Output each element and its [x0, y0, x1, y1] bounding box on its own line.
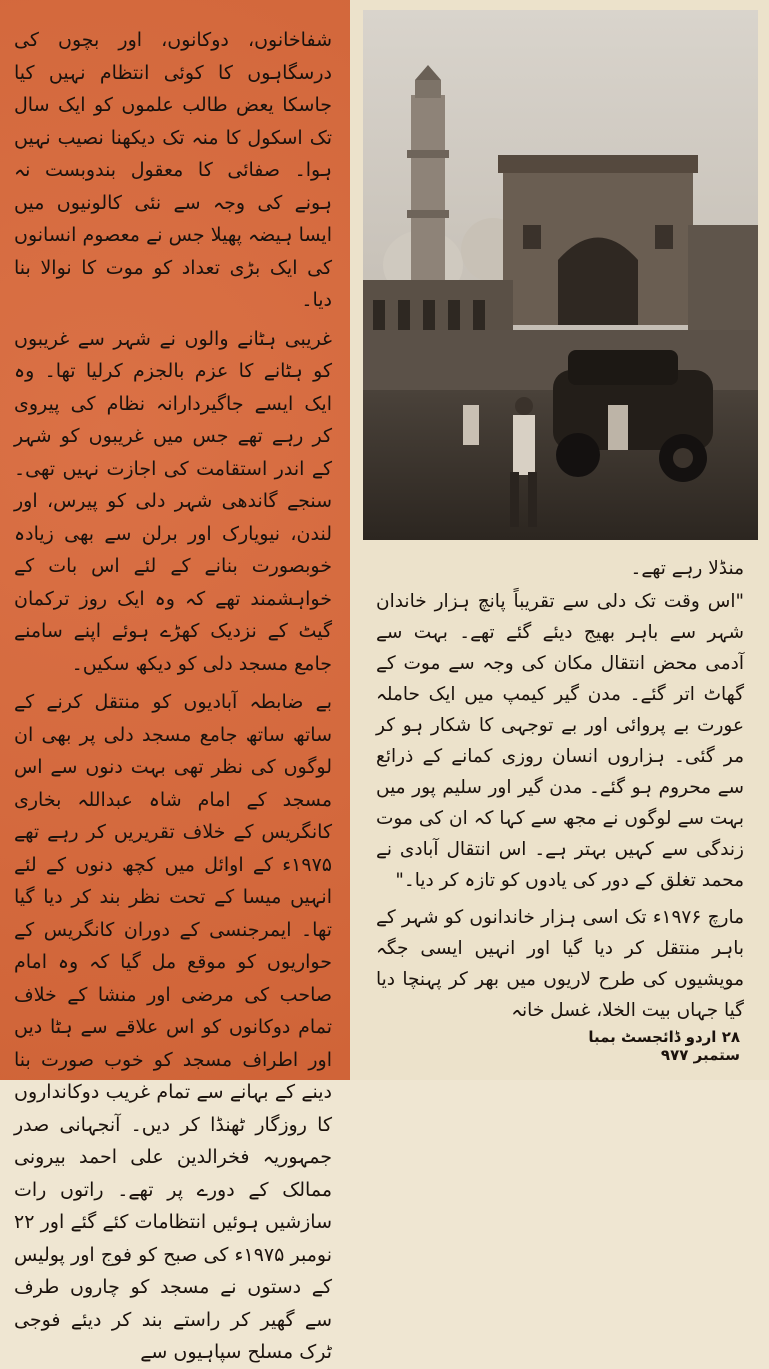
jama-masjid-photo [363, 10, 758, 540]
left-text-column [0, 0, 350, 1363]
page-footer: ۲۸ اردو ڈائجسٹ بمبا ستمبر ۹۷۷ [588, 1028, 740, 1064]
left-paragraph-1: شفاخانوں، دوکانوں، اور بچوں کی درسگاہوں کا کوئی انتظام نہیں کیا جاسکا یعض طالب علموں کو ایک سال تک اسکول کا منہ تک دیکھنا نصیب نہیں ہوا۔ صفائی کا معقول بندوبست نہ ہونے کی وجہ سے نئی کالونیوں میں ایسا ہیضہ پھیلا جس نے معصوم انسانوں کی ایک بڑی تعداد کو موت کا نوالا بنا دیا۔ [14, 29, 332, 311]
mosque-photo-icon [363, 10, 758, 540]
left-paragraph-2: غریبی ہٹانے والوں نے شہر سے غریبوں کو ہٹانے کا عزم بالجزم کرلیا تھا۔ وہ ایک ایسے جاگیردارانہ نظام کی پیروی کر رہے تھے جس میں غریبوں کو شہر کے اندر استقامت کی اجازت نہیں تھی۔ سنجے گاندھی شہر دلی کو پیرس، اور لندن، نیویارک اور برلن سے بھی زیادہ خوبصورت بنانے کے لئے اس بات کے خواہشمند تھے کہ وہ ایک روز ترکمان گیٹ کے نزدیک کھڑے ہوئے اپنے سامنے جامع مسجد دلی کو دیکھ سکیں۔ [14, 327, 332, 675]
right-paragraph-1: منڈلا رہے تھے۔ [630, 558, 744, 579]
right-paragraph-3: مارچ ۱۹۷۶ء تک اسی ہزار خاندانوں کو شہر کے باہر منتقل کر دیا گیا اور انہیں ایسی جگہ مویشیوں کی طرح لاریوں میں بھر کر پہنچا دیا گیا جہاں بیت الخلا، غسل خانہ [376, 907, 744, 1021]
left-paragraph-3: بے ضابطہ آبادیوں کو منتقل کرنے کے ساتھ ساتھ جامع مسجد دلی پر بھی ان لوگوں کی نظر تھی بہت دنوں سے اس مسجد کے امام شاہ عبداللہ بخاری کانگریس کے خلاف تقریریں کر رہے تھے ۱۹۷۵ء کے اوائل میں کچھ دنوں کے لئے انہیں میسا کے تحت نظر بند کر دیا گیا تھا۔ ایمرجنسی کے دوران کانگریس کے حواریوں کو موقع مل گیا کہ وہ امام صاحب کی مرضی اور منشا کے خلاف تمام دوکانوں کو اس علاقے سے ہٹا دیں اور اطراف مسجد کو خوب صورت بنا دینے کے بہانے سے تمام غریب دوکانداروں کا روزگار ٹھنڈا کر دیں۔ آنجہانی صدر جمہوریہ فخرالدین علی احمد بیرونی ممالک کے دورے پر تھے۔ راتوں رات سازشیں ہوئیں انتظامات کئے گئے اور ۲۲ نومبر ۱۹۷۵ء کی صبح کو فوج اور پولیس کے دستوں نے مسجد کو چاروں طرف سے گھیر کر راستے بند کر دیئے فوجی ٹرک مسلح سپاہیوں سے [14, 691, 332, 1363]
right-text-column [370, 553, 750, 1053]
right-paragraph-2: "اس وقت تک دلی سے تقریباً پانچ ہزار خاندان شہر سے باہر بھیج دیئے گئے تھے۔ بہت سے آدمی محض انتقال مکان کی وجہ سے موت کے گھاٹ اتر گئے۔ مدن گیر کیمپ میں ایک حاملہ عورت بے پروائی اور بے توجہی کا شکار ہو کر مر گئی۔ ہزاروں انسان روزی کمانے کے ذرائع سے محروم ہو گئے۔ مدن گیر اور سلیم پور میں بہت سے لوگوں نے مجھ سے کہا کہ ان کی موت زندگی سے کہیں بہتر ہے۔ اس انتقال آبادی نے محمد تغلق کے دور کی یادوں کو تازہ کر دیا۔" [376, 591, 744, 891]
